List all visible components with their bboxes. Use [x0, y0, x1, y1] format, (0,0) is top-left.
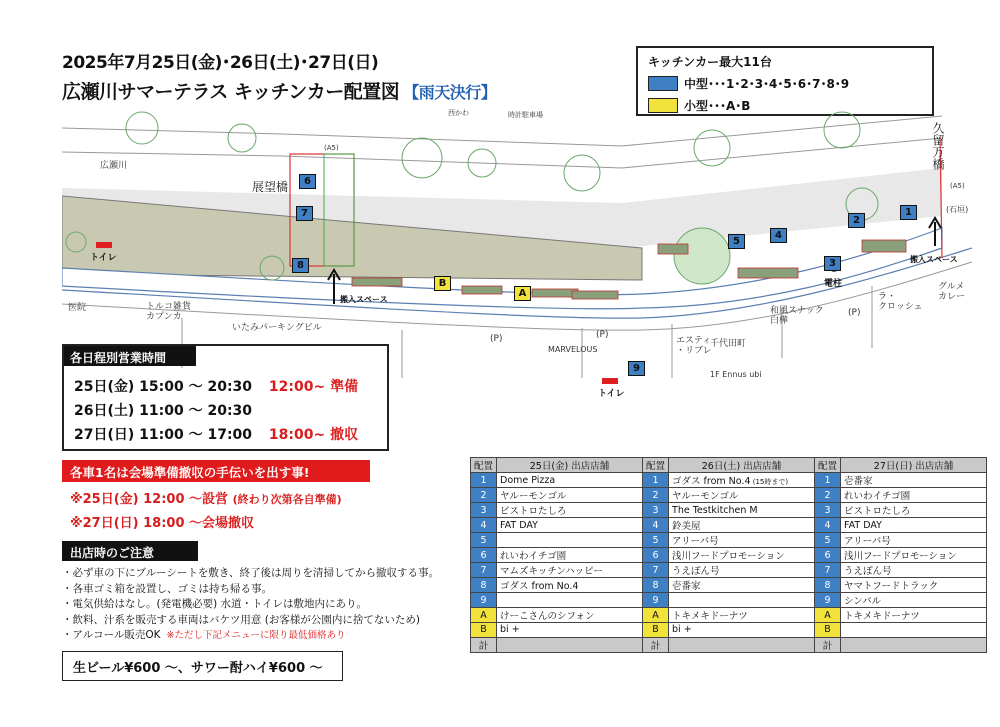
- page-title: [62, 77, 496, 104]
- slot-cell: 4: [643, 518, 669, 533]
- shop-cell: ゴダス from No.4: [497, 578, 643, 593]
- shop-cell: 浅川フードプロモーション: [669, 548, 815, 563]
- chiyoda-label: 千代田町: [710, 339, 747, 349]
- slot-A: A: [514, 286, 531, 301]
- chusha-label: 時計駐車場: [508, 111, 543, 119]
- table-row: [471, 473, 987, 488]
- col-slot-header: 配置: [471, 458, 497, 473]
- shop-cell: [841, 637, 987, 652]
- slot-cell: 3: [643, 503, 669, 518]
- planter: [572, 291, 618, 299]
- legend-small-label: 小型･･･A･B: [684, 99, 751, 113]
- shop-cell: Dome Pizza: [497, 473, 643, 488]
- table-row: [471, 637, 987, 652]
- table-row: [471, 548, 987, 563]
- slot-cell: 7: [471, 563, 497, 578]
- col-slot-header: 配置: [643, 458, 669, 473]
- slot-B: B: [434, 276, 451, 291]
- planter: [352, 278, 402, 286]
- slot-cell: 2: [815, 488, 841, 503]
- table-row: [471, 608, 987, 623]
- shop-cell: アリーバ号: [669, 533, 815, 548]
- planter: [462, 286, 502, 294]
- map-drawing: [62, 108, 972, 378]
- slot-cell: 5: [471, 533, 497, 548]
- shop-cell: れいわイチゴ園: [497, 548, 643, 563]
- slot-cell: 6: [471, 548, 497, 563]
- slot-cell: 9: [643, 593, 669, 608]
- shop-cell: シンバル: [841, 593, 987, 608]
- hours-day25-note: 12:00~ 準備: [268, 379, 359, 395]
- shop-table-body: [471, 473, 987, 653]
- toilet2-marker: [602, 378, 618, 384]
- shop-cell: FAT DAY: [497, 518, 643, 533]
- slot-7: 7: [296, 206, 313, 221]
- event-dates: 2025年7月25日(金)･26日(土)･27日(日): [62, 53, 379, 73]
- tree: [564, 155, 600, 191]
- title-main: 広瀬川サマーテラス キッチンカー配置図: [62, 81, 400, 103]
- toilet2-label: トイレ: [598, 389, 625, 399]
- hours-day27: [74, 424, 358, 444]
- slot-cell: 計: [471, 637, 497, 652]
- table-row: [471, 578, 987, 593]
- caution-list: [62, 566, 439, 644]
- hirosegawa-label: 広瀬川: [100, 161, 128, 171]
- slot-cell: B: [471, 623, 497, 638]
- caution-title: 出店時のご注意: [62, 541, 198, 561]
- shop-cell: [841, 623, 987, 638]
- col-day26-header: 26日(土) 出店店舗: [669, 458, 815, 473]
- table-row: [471, 488, 987, 503]
- shop-cell: 壱番家: [841, 473, 987, 488]
- iitami-label: いたみパーキングビル: [232, 323, 322, 333]
- shop-cell: トキメキドーナツ: [669, 608, 815, 623]
- shop-cell: アリーバ号: [841, 533, 987, 548]
- a5b-label: (A5): [950, 182, 965, 190]
- caution-item-alcohol: [62, 628, 439, 644]
- hours-day26: [74, 400, 252, 420]
- hours-day25: [74, 376, 358, 396]
- planter: [532, 289, 578, 297]
- setup-subtext: (終わり次第各自準備): [232, 493, 342, 506]
- nishikawa-label: 西かわ: [448, 109, 469, 117]
- slot-cell: 7: [815, 563, 841, 578]
- toruko-label: トルコ雑貨 カプンカ: [146, 302, 192, 322]
- slot-cell: 計: [815, 637, 841, 652]
- toilet-label: トイレ: [90, 253, 117, 263]
- slot-6: 6: [299, 174, 316, 189]
- slot-cell: 5: [815, 533, 841, 548]
- slot-cell: 8: [471, 578, 497, 593]
- shop-cell: [497, 637, 643, 652]
- a5-label: (A5): [324, 144, 339, 152]
- slot-cell: 7: [643, 563, 669, 578]
- slot-cell: 計: [643, 637, 669, 652]
- table-row: [471, 563, 987, 578]
- shop-cell: れいわイチゴ園: [841, 488, 987, 503]
- slot-cell: 8: [815, 578, 841, 593]
- marvelous-label: MARVELOUS: [548, 345, 598, 354]
- slot-cell: B: [815, 623, 841, 638]
- legend-medium-swatch: [648, 76, 678, 91]
- table-row: [471, 518, 987, 533]
- beer-price: 生ビール¥600 〜、サワー酎ハイ¥600 〜: [62, 651, 343, 681]
- tree: [126, 112, 158, 144]
- shop-cell: 浅川フードプロモーション: [841, 548, 987, 563]
- shop-cell: ヤルーモンゴル: [669, 488, 815, 503]
- parking-label-3: (P): [848, 308, 861, 318]
- caution-item: ・ 電気供給はなし。(発電機必要) 水道・トイレは敷地内にあり。: [62, 597, 439, 613]
- tree: [674, 228, 730, 284]
- shop-cell: The Testkitchen M: [669, 503, 815, 518]
- shop-cell: bi +: [669, 623, 815, 638]
- hours-box: [62, 344, 389, 451]
- slot-cell: 6: [815, 548, 841, 563]
- shop-cell: [497, 533, 643, 548]
- slot-cell: 4: [815, 518, 841, 533]
- alcohol-note: ※ただし下記メニューに限り最低価格あり: [166, 630, 346, 642]
- col-day27-header: 27日(日) 出店店舗: [841, 458, 987, 473]
- caution-item: ・ 飲料、汁系を販売する車両はバケツ用意 (お客様が公園内に捨てないため): [62, 613, 439, 629]
- slot-1: 1: [900, 205, 917, 220]
- toilet-marker: [96, 242, 112, 248]
- table-row: [471, 623, 987, 638]
- entry1-label: 搬入スペース: [340, 295, 388, 304]
- shop-cell: ビストロたしろ: [497, 503, 643, 518]
- tree: [228, 124, 256, 152]
- shop-cell: トキメキドーナツ: [841, 608, 987, 623]
- slot-cell: 2: [643, 488, 669, 503]
- slot-8: 8: [292, 258, 309, 273]
- shop-cell: 鈴美屋: [669, 518, 815, 533]
- staff-alert: 各車1名は会場準備撤収の手伝いを出す事!: [62, 460, 370, 482]
- tree: [694, 130, 730, 166]
- iin-label: 医院: [68, 303, 87, 313]
- shop-cell: うえぽん号: [669, 563, 815, 578]
- slot-cell: A: [471, 608, 497, 623]
- hours-day27-text: 27日(日) 11:00 〜 17:00: [74, 427, 253, 443]
- shop-cell: うえぽん号: [841, 563, 987, 578]
- table-row: [471, 503, 987, 518]
- slot-cell: 1: [643, 473, 669, 488]
- slot-cell: 2: [471, 488, 497, 503]
- slot-cell: 8: [643, 578, 669, 593]
- hours-day25-text: 25日(金) 15:00 〜 20:30: [74, 379, 253, 395]
- slot-3: 3: [824, 256, 841, 271]
- slot-cell: 9: [471, 593, 497, 608]
- parking-label-2: (P): [596, 330, 609, 340]
- shop-cell: [669, 593, 815, 608]
- klosche-label: ラ・ クロッシェ: [878, 292, 923, 312]
- slot-cell: 9: [815, 593, 841, 608]
- slot-cell: A: [643, 608, 669, 623]
- shop-cell: けーこさんのシフォン: [497, 608, 643, 623]
- hours-day27-note: 18:00~ 撤収: [268, 427, 359, 443]
- table-header-row: [471, 458, 987, 473]
- legend-title: キッチンカー最大11台: [648, 55, 772, 69]
- shop-cell: ヤルーモンゴル: [497, 488, 643, 503]
- hours-title: 各日程別営業時間: [64, 346, 196, 366]
- entry2-label: 搬入スペース: [910, 255, 958, 264]
- slot-cell: 6: [643, 548, 669, 563]
- setup-text: ※25日(金) 12:00 〜設営: [70, 492, 229, 507]
- caution-item-alcohol-text: アルコール販売OK: [72, 629, 161, 642]
- tenbobashi-label: 展望橋: [252, 180, 289, 194]
- slot-cell: 3: [815, 503, 841, 518]
- rain-notice: 【雨天決行】: [403, 83, 497, 102]
- legend-medium-label: 中型･･･1･2･3･4･5･6･7･8･9: [684, 77, 850, 91]
- shop-cell: ヤマトフードトラック: [841, 578, 987, 593]
- shop-cell: [497, 593, 643, 608]
- esty-label: エスティ ・リブレ: [676, 336, 712, 356]
- shop-cell: マムズキッチンハッピー: [497, 563, 643, 578]
- shop-cell-note: (15時まで): [750, 478, 789, 486]
- slot-5: 5: [728, 234, 745, 249]
- slot-cell: 3: [471, 503, 497, 518]
- table-row: [471, 593, 987, 608]
- planter: [658, 244, 688, 254]
- caution-item: ・ 必ず車の下にブルーシートを敷き、終了後は周りを清掃してから撤収する事。: [62, 566, 439, 582]
- hours-day26-text: 26日(土) 11:00 〜 20:30: [74, 403, 253, 419]
- planter: [738, 268, 798, 278]
- slot-cell: A: [815, 608, 841, 623]
- shop-cell: [669, 637, 815, 652]
- col-day25-header: 25日(金) 出店店舗: [497, 458, 643, 473]
- shop-cell: bi +: [497, 623, 643, 638]
- teardown-note: ※27日(日) 18:00 〜会場撤収: [70, 516, 255, 531]
- slot-cell: 5: [643, 533, 669, 548]
- slot-cell: 4: [471, 518, 497, 533]
- upper-road-line: [62, 116, 942, 146]
- tree: [824, 112, 860, 148]
- denchu-label: 電柱: [824, 279, 843, 289]
- parking-label-1: (P): [490, 334, 503, 344]
- ishigaki-label: (石垣): [946, 205, 969, 214]
- gurme-label: グルメ カレー: [938, 282, 966, 302]
- ennus-label: 1F Ennus ubi: [710, 370, 762, 379]
- shop-cell: FAT DAY: [841, 518, 987, 533]
- tree: [402, 138, 442, 178]
- shop-table: [470, 457, 987, 653]
- legend: [636, 46, 934, 116]
- upper-road-line-2: [62, 138, 942, 168]
- table-row: [471, 533, 987, 548]
- planter: [862, 240, 906, 252]
- slot-9: 9: [628, 361, 645, 376]
- slot-4: 4: [770, 228, 787, 243]
- slot-cell: 1: [471, 473, 497, 488]
- shop-cell: 壱番家: [669, 578, 815, 593]
- col-slot-header: 配置: [815, 458, 841, 473]
- slot-2: 2: [848, 213, 865, 228]
- slot-cell: B: [643, 623, 669, 638]
- wafu-label: 和風スナック 白樺: [770, 306, 824, 326]
- caution-item: ・ 各車ゴミ箱を設置し、ゴミは持ち帰る事。: [62, 582, 439, 598]
- setup-note: [70, 488, 342, 507]
- legend-medium-row: [648, 75, 922, 92]
- slot-cell: 1: [815, 473, 841, 488]
- kurumanbashi-label: 久留万橋: [931, 122, 945, 170]
- shop-cell: ゴダス from No.4 (15時まで): [669, 473, 815, 488]
- shop-cell: ビストロたしろ: [841, 503, 987, 518]
